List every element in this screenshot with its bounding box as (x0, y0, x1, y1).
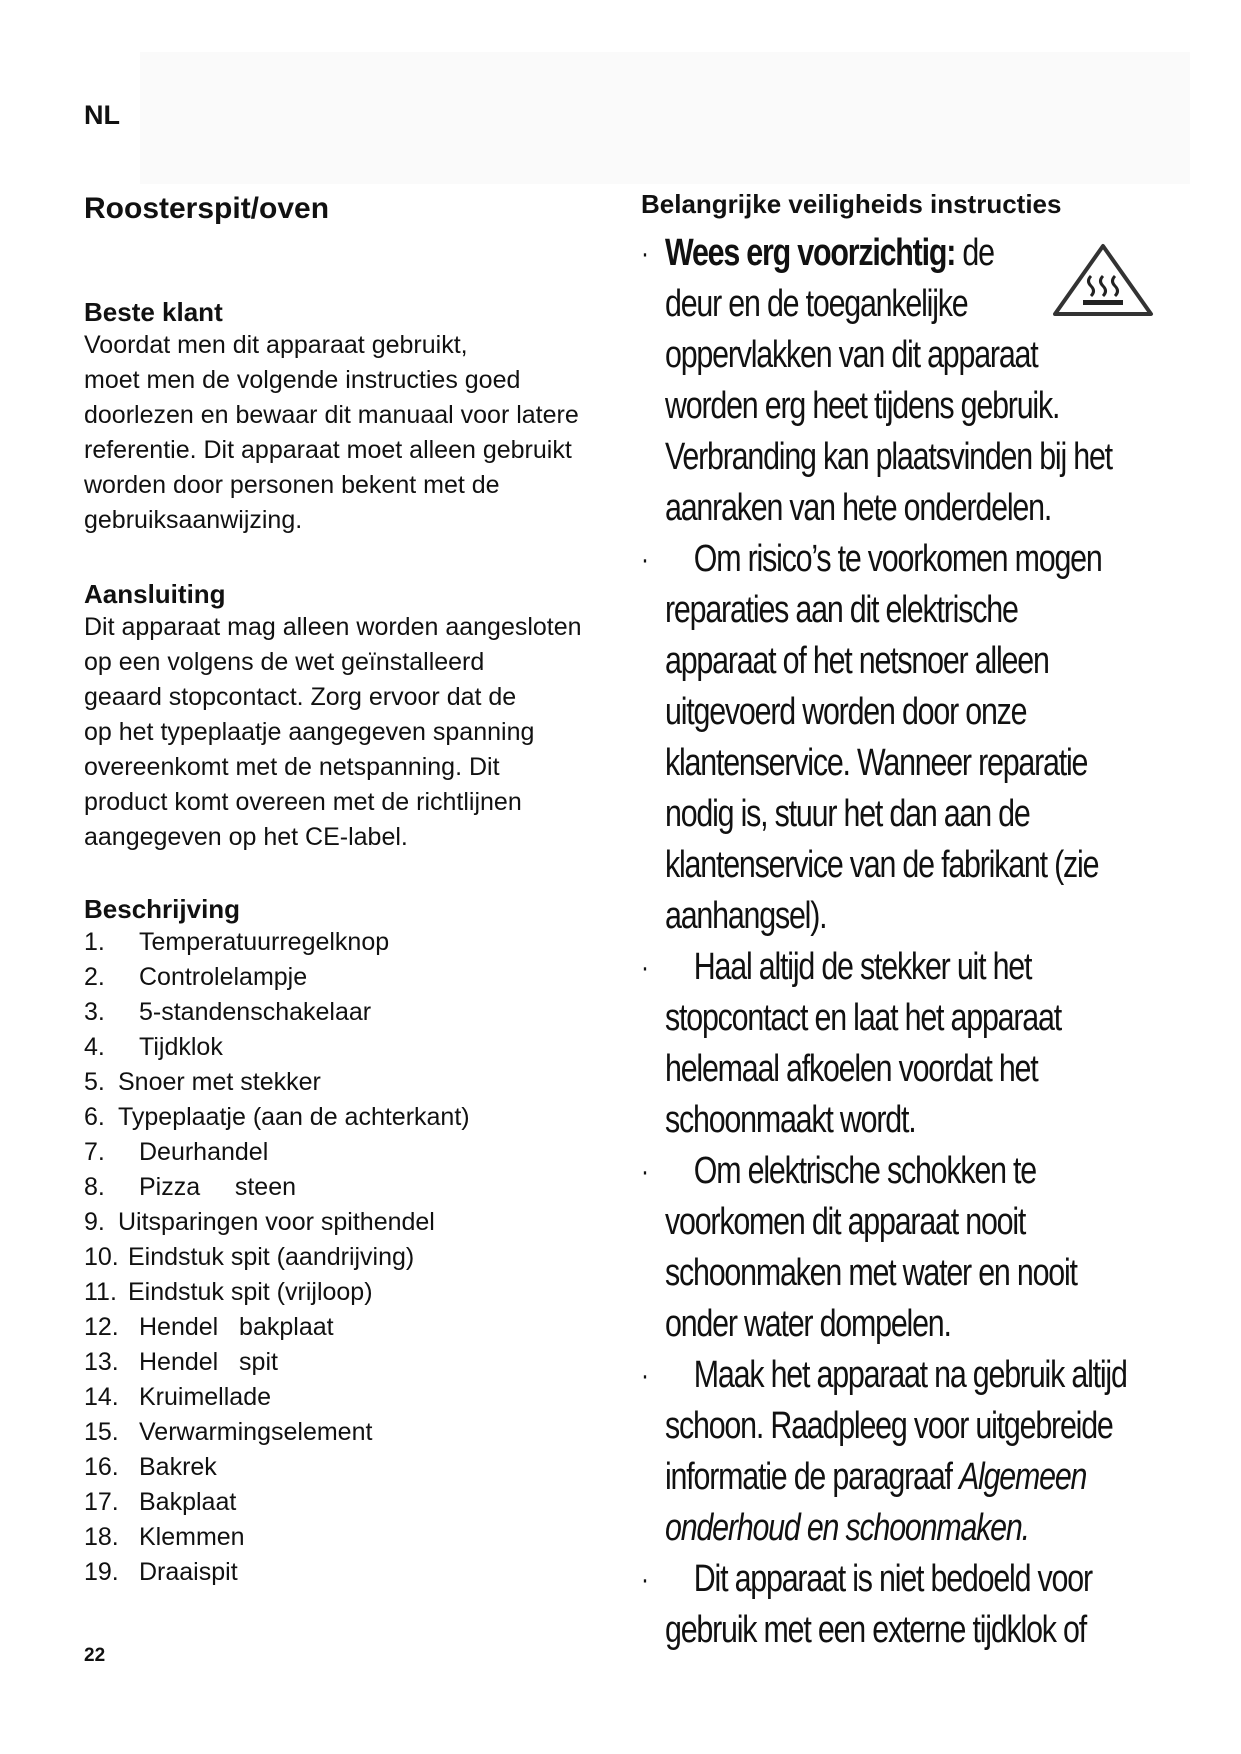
safety-line: onder water dompelen. (665, 1303, 951, 1345)
parts-list-number: 6. (84, 1103, 105, 1131)
safety-section (641, 189, 1201, 1656)
connection-line: geaard stopcontact. Zorg ervoor dat de (84, 683, 517, 711)
intro-line: Voordat men dit apparaat gebruikt, (84, 331, 468, 359)
parts-list-number: 17. (84, 1488, 119, 1516)
parts-list-label: Tijdklok (139, 1033, 223, 1061)
parts-list-number: 9. (84, 1208, 105, 1236)
safety-line: informatie de paragraaf (665, 1456, 959, 1498)
safety-line: deur en de toegankelijke (665, 283, 968, 325)
intro-body (84, 328, 644, 538)
description-section (84, 893, 644, 1590)
safety-line: Haal altijd de stekker uit het (693, 946, 1032, 988)
safety-line: Om elektrische schokken te (693, 1150, 1036, 1192)
parts-list-item (84, 1380, 644, 1415)
safety-line: helemaal afkoelen voordat het (665, 1048, 1038, 1090)
bullet-icon: · (641, 543, 648, 576)
parts-list-item (84, 1520, 644, 1555)
parts-list-label: Verwarmingselement (139, 1418, 373, 1446)
parts-list-number: 11. (84, 1278, 117, 1306)
parts-list-item (84, 1275, 644, 1310)
parts-list-item (84, 995, 644, 1030)
parts-list-item (84, 1450, 644, 1485)
parts-list-label: 5-standenschakelaar (139, 998, 372, 1026)
parts-list-label: Hendel spit (139, 1348, 278, 1376)
connection-line: op het typeplaatje aangegeven spanning (84, 718, 535, 746)
parts-list-item (84, 1415, 644, 1450)
parts-list-label: Pizza steen (139, 1173, 297, 1201)
bullet-icon: · (641, 951, 648, 984)
safety-list (641, 228, 1193, 1656)
connection-heading: Aansluiting (84, 579, 226, 609)
safety-item (641, 942, 1193, 1146)
parts-list-item (84, 960, 644, 995)
safety-line: klantenservice van de fabrikant (zie (665, 844, 1099, 886)
parts-list-item (84, 1485, 644, 1520)
safety-item (641, 534, 1193, 942)
bullet-icon: · (641, 1359, 648, 1392)
intro-line: worden door personen bekent met de (84, 471, 500, 499)
description-heading: Beschrijving (84, 894, 241, 924)
safety-item (641, 1554, 1193, 1656)
parts-list-label: Temperatuurregelknop (139, 928, 390, 956)
safety-line: schoon. Raadpleeg voor uitgebreide (665, 1405, 1113, 1447)
safety-line: worden erg heet tijdens gebruik. (665, 385, 1060, 427)
safety-line: gebruik met een externe tijdklok of (665, 1609, 1087, 1651)
parts-list-number: 4. (84, 1033, 105, 1061)
safety-line: reparaties aan dit elektrische (665, 589, 1018, 631)
parts-list-item (84, 1310, 644, 1345)
safety-line: schoonmaken met water en nooit (665, 1252, 1077, 1294)
safety-line: Maak het apparaat na gebruik altijd (693, 1354, 1127, 1396)
safety-item (641, 1350, 1193, 1554)
intro-line: doorlezen en bewaar dit manuaal voor latere (84, 401, 579, 429)
connection-section (84, 578, 674, 855)
parts-list-label: Bakplaat (139, 1488, 237, 1516)
safety-line: nodig is, stuur het dan aan de (665, 793, 1030, 835)
parts-list-number: 3. (84, 998, 105, 1026)
parts-list-label: Draaispit (139, 1558, 238, 1586)
safety-line: Om risico’s te voorkomen mogen (693, 538, 1102, 580)
parts-list-label: Snoer met stekker (118, 1068, 321, 1096)
bullet-icon: · (641, 1155, 648, 1188)
parts-list-number: 15. (84, 1418, 119, 1446)
safety-line: aanraken van hete onderdelen. (665, 487, 1052, 529)
section-reference: Algemeen (958, 1456, 1087, 1498)
intro-line: referentie. Dit apparaat moet alleen gebruikt (84, 436, 572, 464)
intro-heading: Beste klant (84, 297, 223, 327)
page-number: 22 (84, 1645, 106, 1666)
section-reference: onderhoud en schoonmaken (665, 1507, 1022, 1549)
safety-item (641, 1146, 1193, 1350)
parts-list-item (84, 1135, 644, 1170)
safety-heading: Belangrijke veiligheids instructies (641, 189, 1062, 219)
parts-list-number: 10. (84, 1243, 119, 1271)
connection-line: op een volgens de wet geïnstalleerd (84, 648, 485, 676)
safety-item-bold: Wees erg voorzichtig: (665, 232, 956, 274)
connection-line: aangegeven op het CE-label. (84, 823, 408, 851)
connection-line: product komt overeen met de richtlijnen (84, 788, 522, 816)
parts-list-number: 18. (84, 1523, 119, 1551)
parts-list-item (84, 1170, 644, 1205)
parts-list-item (84, 1030, 644, 1065)
connection-line: Dit apparaat mag alleen worden aangesloten (84, 613, 582, 641)
safety-line: klantenservice. Wanneer reparatie (665, 742, 1088, 784)
safety-line: aanhangsel). (665, 895, 827, 937)
parts-list-item (84, 1555, 644, 1590)
parts-list-item (84, 925, 644, 960)
parts-list-number: 2. (84, 963, 105, 991)
safety-line: de (955, 232, 994, 274)
parts-list-item (84, 1065, 644, 1100)
parts-list-label: Controlelampje (139, 963, 308, 991)
parts-list-label: Bakrek (139, 1453, 217, 1481)
parts-list-item (84, 1345, 644, 1380)
parts-list-label: Eindstuk spit (vrijloop) (128, 1278, 373, 1306)
parts-list-label: Klemmen (139, 1523, 245, 1551)
safety-line: oppervlakken van dit apparaat (665, 334, 1038, 376)
safety-line: schoonmaakt wordt. (665, 1099, 916, 1141)
safety-line: voorkomen dit apparaat nooit (665, 1201, 1026, 1243)
parts-list-number: 13. (84, 1348, 119, 1376)
parts-list-label: Hendel bakplaat (139, 1313, 334, 1341)
parts-list-number: 7. (84, 1138, 105, 1166)
intro-line: gebruiksaanwijzing. (84, 506, 303, 534)
bullet-icon: · (641, 237, 648, 270)
parts-list-item (84, 1205, 644, 1240)
parts-list (84, 925, 644, 1590)
parts-list-label: Deurhandel (139, 1138, 269, 1166)
parts-list-number: 5. (84, 1068, 105, 1096)
scan-shading (140, 52, 1190, 184)
period: . (1021, 1507, 1029, 1549)
parts-list-number: 12. (84, 1313, 119, 1341)
language-code: NL (84, 100, 120, 130)
parts-list-label: Kruimellade (139, 1383, 272, 1411)
hot-surface-warning-icon (1051, 240, 1155, 320)
parts-list-item (84, 1100, 644, 1135)
parts-list-number: 16. (84, 1453, 119, 1481)
parts-list-item (84, 1240, 644, 1275)
parts-list-number: 14. (84, 1383, 119, 1411)
page-title: Roosterspit/oven (84, 192, 330, 225)
connection-line: overeenkomt met de netspanning. Dit (84, 753, 500, 781)
intro-line: moet men de volgende instructies goed (84, 366, 521, 394)
connection-body (84, 610, 674, 855)
safety-line: Verbranding kan plaatsvinden bij het (665, 436, 1112, 478)
intro-section (84, 296, 644, 538)
safety-line: apparaat of het netsnoer alleen (665, 640, 1049, 682)
parts-list-number: 1. (84, 928, 105, 956)
parts-list-label: Eindstuk spit (aandrijving) (128, 1243, 415, 1271)
parts-list-label: Uitsparingen voor spithendel (118, 1208, 435, 1236)
parts-list-number: 8. (84, 1173, 105, 1201)
parts-list-label: Typeplaatje (aan de achterkant) (118, 1103, 470, 1131)
safety-line: uitgevoerd worden door onze (665, 691, 1027, 733)
bullet-icon: · (641, 1563, 648, 1596)
parts-list-number: 19. (84, 1558, 119, 1586)
safety-line: Dit apparaat is niet bedoeld voor (693, 1558, 1092, 1600)
safety-line: stopcontact en laat het apparaat (665, 997, 1061, 1039)
